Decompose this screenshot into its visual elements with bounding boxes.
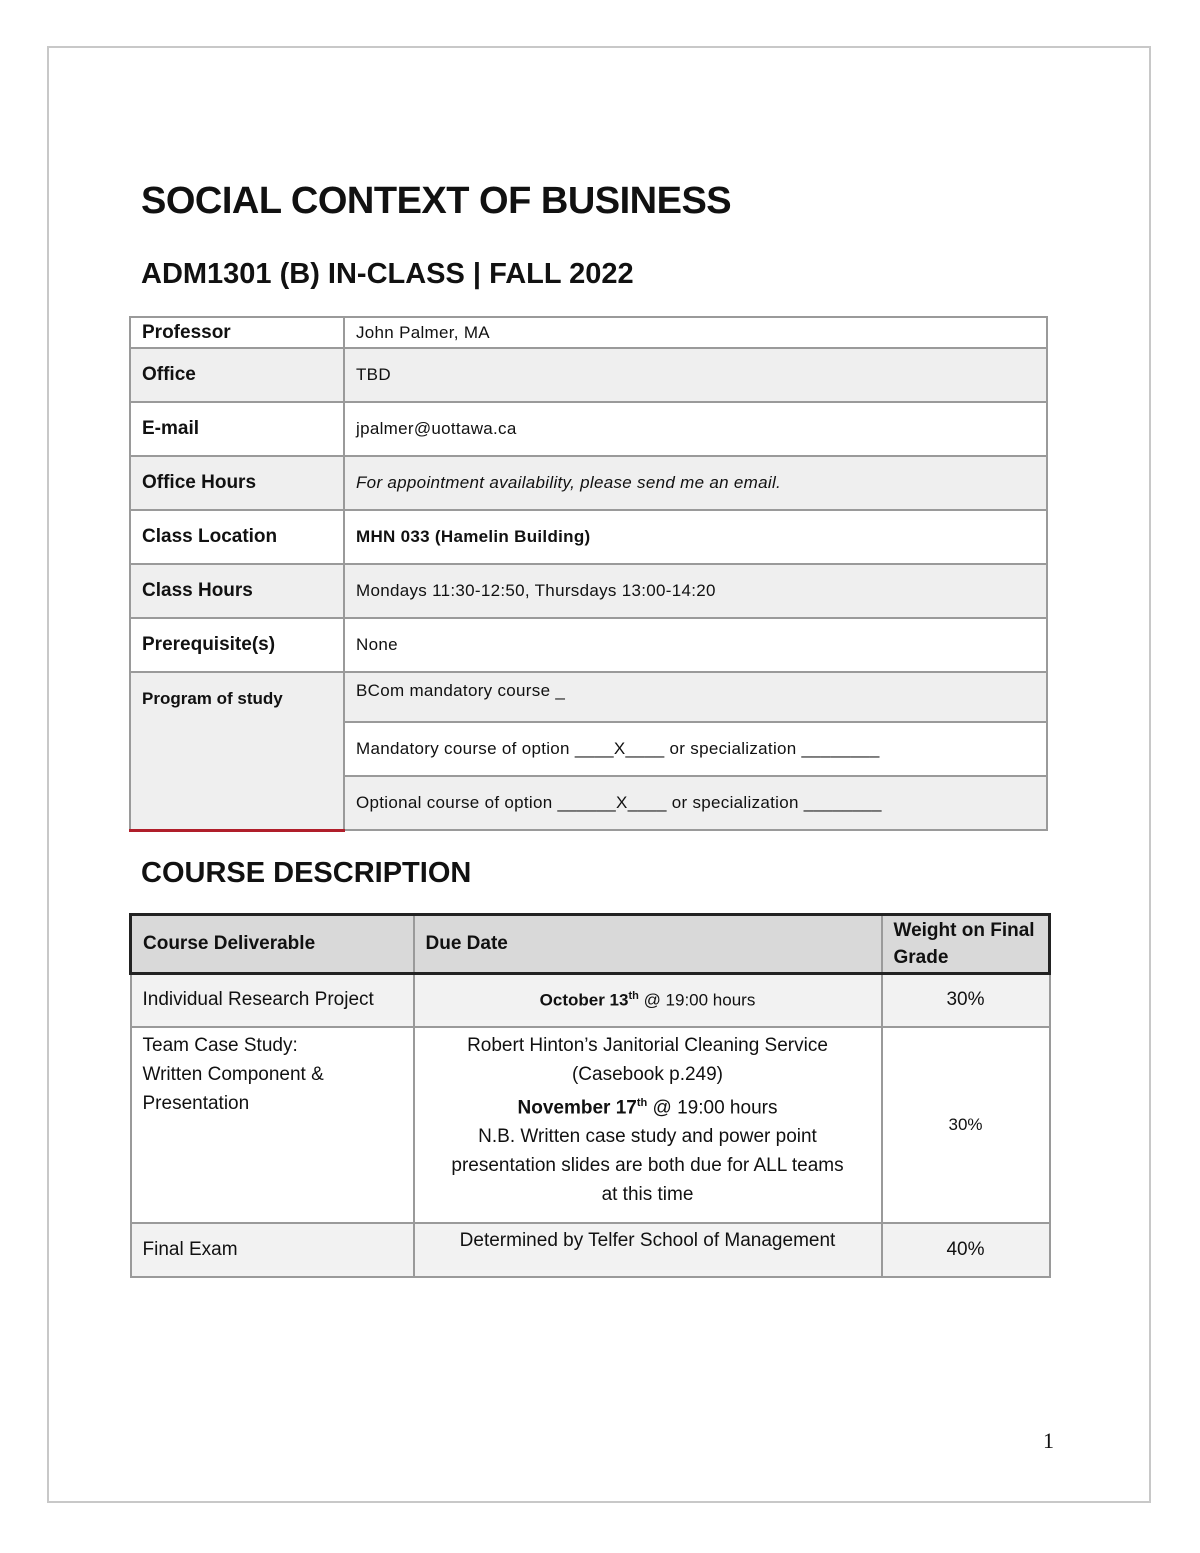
due-date-cell <box>414 1027 882 1223</box>
case-note: at this time <box>601 1183 694 1205</box>
due-date-cell: Determined by Telfer School of Management <box>414 1223 882 1277</box>
info-row-professor <box>130 317 1047 348</box>
deliverable-cell: Individual Research Project <box>131 974 414 1027</box>
page-number: 1 <box>1043 1428 1054 1453</box>
deliverable-cell: Final Exam <box>131 1223 414 1277</box>
case-note: presentation slides are both due for ALL teams <box>451 1154 844 1176</box>
due-date-sup: th <box>636 1096 648 1109</box>
prerequisites-label: Prerequisite(s) <box>130 618 344 672</box>
email-label: E-mail <box>130 402 344 456</box>
due-date-bold: November 17 <box>517 1096 637 1118</box>
professor-value: John Palmer, MA <box>344 317 1047 348</box>
document-title: SOCIAL CONTEXT OF BUSINESS <box>141 180 732 222</box>
office-value: TBD <box>344 348 1047 402</box>
course-subtitle: ADM1301 (B) IN-CLASS | FALL 2022 <box>141 258 634 290</box>
info-row-office <box>130 348 1047 402</box>
info-row-email <box>130 402 1047 456</box>
deliverable-cell <box>131 1027 414 1223</box>
due-date-cell <box>414 974 882 1027</box>
case-title: Robert Hinton’s Janitorial Cleaning Service <box>467 1034 828 1056</box>
deliverable-line: Written Component & <box>142 1063 324 1085</box>
table-row <box>131 1223 1050 1277</box>
course-info-table <box>129 316 1048 832</box>
case-reference: (Casebook p.249) <box>571 1063 724 1085</box>
program-line-optional: Optional course of option ______X____ or specialization ________ <box>344 776 1047 830</box>
due-date-rest: @ 19:00 hours <box>647 1096 778 1118</box>
office-label: Office <box>130 348 344 402</box>
column-header-due-date: Due Date <box>414 915 882 974</box>
program-label: Program of study <box>130 672 344 830</box>
column-header-deliverable: Course Deliverable <box>131 915 414 974</box>
info-row-program-1 <box>130 672 1047 722</box>
course-deliverables-table <box>129 913 1051 1278</box>
professor-label: Professor <box>130 317 344 348</box>
deliverable-line: Team Case Study: <box>142 1034 298 1056</box>
due-date-bold: October 13 <box>539 990 629 1010</box>
weight-cell: 30% <box>882 974 1050 1027</box>
table-row <box>131 974 1050 1027</box>
office-hours-value: For appointment availability, please send me an email. <box>344 456 1047 510</box>
table-header-row <box>131 915 1050 974</box>
class-hours-value: Mondays 11:30-12:50, Thursdays 13:00-14:20 <box>344 564 1047 618</box>
case-note: N.B. Written case study and power point <box>478 1125 817 1147</box>
weight-cell: 30% <box>882 1027 1050 1223</box>
case-due-date <box>426 1089 870 1122</box>
class-location-label: Class Location <box>130 510 344 564</box>
class-location-value: MHN 033 (Hamelin Building) <box>344 510 1047 564</box>
info-row-prerequisites <box>130 618 1047 672</box>
program-line-mandatory: Mandatory course of option ____X____ or specialization ________ <box>344 722 1047 776</box>
info-row-office-hours <box>130 456 1047 510</box>
weight-cell: 40% <box>882 1223 1050 1277</box>
prerequisites-value: None <box>344 618 1047 672</box>
deliverable-line: Presentation <box>142 1092 250 1114</box>
info-row-class-location <box>130 510 1047 564</box>
class-hours-label: Class Hours <box>130 564 344 618</box>
due-date-rest: @ 19:00 hours <box>638 990 756 1010</box>
program-line-bcom: BCom mandatory course _ <box>344 672 1047 722</box>
info-row-class-hours <box>130 564 1047 618</box>
due-date-sup: th <box>628 989 639 1002</box>
course-description-heading: COURSE DESCRIPTION <box>141 857 472 889</box>
email-value: jpalmer@uottawa.ca <box>344 402 1047 456</box>
table-row <box>131 1027 1050 1223</box>
column-header-weight: Weight on Final Grade <box>882 915 1050 974</box>
office-hours-label: Office Hours <box>130 456 344 510</box>
